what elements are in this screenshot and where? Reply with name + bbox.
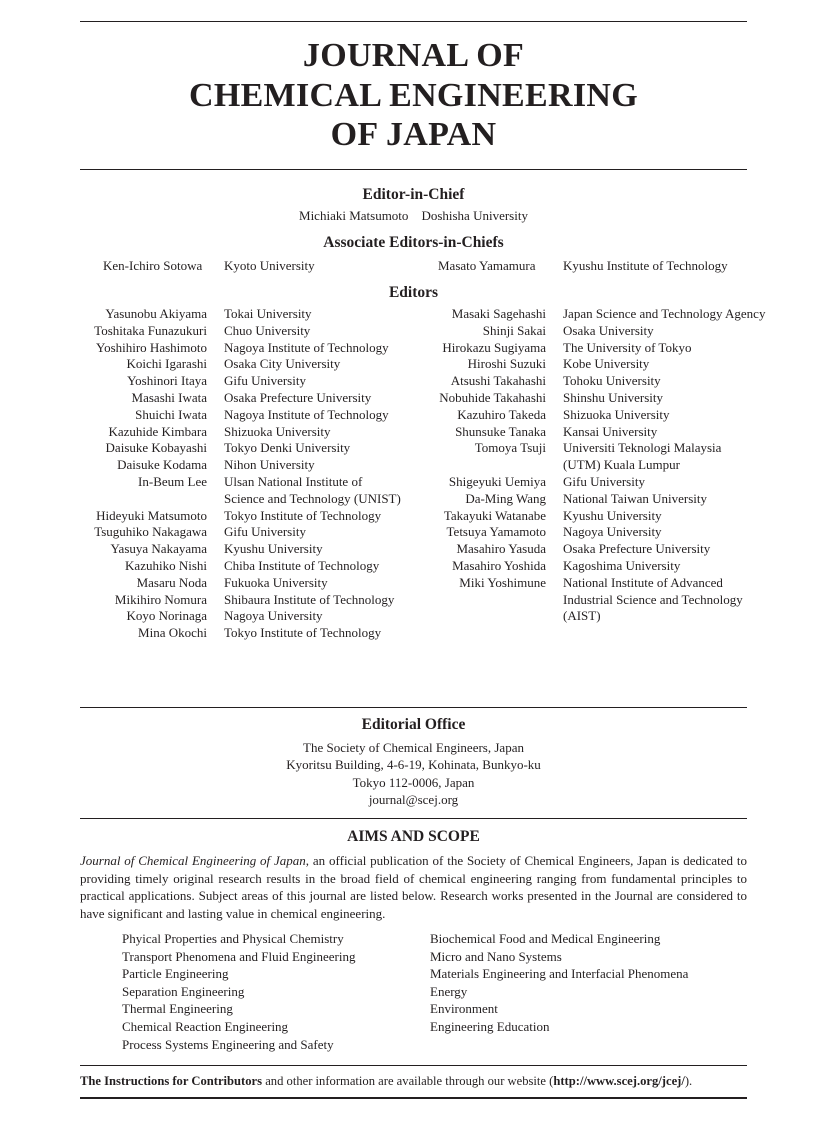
subject-area-item: Chemical Reaction Engineering	[122, 1018, 289, 1034]
affiliation-line: Chuo University	[224, 322, 311, 338]
editor-affiliation	[563, 508, 662, 525]
affiliation-line: Gifu University	[224, 524, 306, 540]
affiliation-line: Tokyo Institute of Technology	[224, 507, 382, 523]
top-rule	[80, 21, 747, 22]
editors-left-column	[80, 306, 401, 642]
editor-row	[420, 440, 765, 474]
editor-name: Mina Okochi	[138, 625, 207, 641]
editor-row	[80, 625, 401, 642]
editor-name: Daisuke Kodama	[117, 457, 207, 473]
subject-area-item: Micro and Nano Systems	[430, 948, 562, 964]
editor-row	[420, 491, 765, 508]
editor-affiliation	[224, 373, 306, 390]
subject-area-item: Particle Engineering	[122, 966, 229, 982]
affiliation-line: Osaka Prefecture University	[224, 389, 372, 405]
editor-affiliation	[224, 440, 350, 457]
editor-name: Atsushi Takahashi	[450, 373, 546, 389]
subject-area-item: Process Systems Engineering and Safety	[122, 1036, 334, 1052]
editor-name: Toshitaka Funazukuri	[94, 322, 207, 338]
title-line: OF JAPAN	[330, 116, 497, 153]
subject-area-item: Engineering Education	[430, 1018, 550, 1034]
editor-affiliation	[224, 558, 379, 575]
subject-area-item: Energy	[430, 983, 468, 999]
affiliation-line: Osaka Prefecture University	[563, 541, 711, 557]
editor-name: Daisuke Kobayashi	[105, 440, 207, 456]
affiliation-line: Universiti Teknologi Malaysia	[563, 440, 722, 456]
editors-heading: Editors	[388, 284, 439, 301]
editor-name: In-Beum Lee	[138, 473, 207, 489]
editor-row	[420, 558, 765, 575]
editor-affiliation	[224, 356, 340, 373]
editor-row	[80, 575, 401, 592]
affiliation-line: (UTM) Kuala Lumpur	[563, 457, 680, 473]
associate-editors-heading: Associate Editors-in-Chiefs	[323, 234, 504, 251]
editor-name: Miki Yoshimune	[459, 574, 546, 590]
affiliation-line: Shibaura Institute of Technology	[224, 591, 395, 607]
editor-name: Masaru Noda	[136, 574, 207, 590]
editor-row	[420, 424, 765, 441]
editor-affiliation	[224, 592, 394, 609]
subjects-right-list	[430, 930, 688, 1036]
affiliation-line: Kansai University	[563, 423, 658, 439]
office-email[interactable]: journal@scej.org	[368, 791, 459, 807]
aims-top-rule	[80, 818, 747, 819]
editor-name: Tetsuya Yamamoto	[446, 524, 546, 540]
affiliation-line: Osaka City University	[224, 356, 341, 372]
editor-name: Yoshihiro Hashimoto	[95, 339, 207, 355]
editor-row	[80, 474, 401, 508]
editor-row	[420, 323, 765, 340]
editor-name: Nobuhide Takahashi	[439, 389, 546, 405]
subject-area-item: Environment	[430, 1001, 498, 1017]
editor-row	[80, 356, 401, 373]
editor-name: Yasunobu Akiyama	[105, 306, 207, 321]
editor-name: Kazuhiko Nishi	[125, 557, 207, 573]
editor-name: Hiroshi Suzuki	[467, 356, 546, 372]
footer-bold-lead: The Instructions for Contributors	[80, 1074, 263, 1088]
editor-row	[80, 541, 401, 558]
editor-row	[420, 524, 765, 541]
editor-row	[80, 390, 401, 407]
footer-bottom-rule	[80, 1097, 747, 1099]
aims-heading: AIMS AND SCOPE	[347, 828, 480, 845]
associate-editor-name: Ken-Ichiro Sotowa	[103, 258, 203, 273]
editor-affiliation	[224, 407, 389, 424]
editor-affiliation	[224, 524, 306, 541]
editor-row	[80, 323, 401, 340]
editor-affiliation	[563, 424, 657, 441]
footer-text: and other information are available through our website (	[262, 1074, 554, 1088]
footer-top-rule	[80, 1065, 747, 1066]
affiliation-line: Shinshu University	[563, 389, 664, 405]
affiliation-line: Gifu University	[224, 373, 306, 389]
editor-name: Shigeyuki Uemiya	[448, 473, 546, 489]
editor-in-chief-affiliation: Doshisha University	[421, 208, 528, 223]
associate-editor-affiliation: Kyushu Institute of Technology	[563, 258, 728, 273]
editor-name: Masashi Iwata	[131, 389, 207, 405]
affiliation-line: Nihon University	[224, 457, 315, 473]
office-line: Kyoritsu Building, 4-6-19, Kohinata, Bunkyo-ku	[286, 757, 541, 773]
editor-affiliation	[224, 306, 312, 323]
editorial-office-top-rule	[80, 707, 747, 708]
editor-row	[80, 424, 401, 441]
editor-in-chief-name: Michiaki Matsumoto	[299, 208, 409, 223]
affiliation-line: Chiba Institute of Technology	[224, 557, 380, 573]
affiliation-line: Ulsan National Institute of	[224, 473, 363, 489]
editor-row	[420, 474, 765, 491]
editor-affiliation	[224, 323, 310, 340]
editor-affiliation	[563, 558, 680, 575]
editor-row	[420, 541, 765, 558]
editor-row	[80, 608, 401, 625]
editor-name: Shuichi Iwata	[135, 406, 207, 422]
subject-area-item: Materials Engineering and Interfacial Phenomena	[430, 966, 689, 982]
affiliation-line: Osaka University	[563, 322, 654, 338]
associate-editor-affiliation: Kyoto University	[224, 258, 315, 273]
editor-name: Mikihiro Nomura	[114, 591, 207, 607]
editorial-office-heading: Editorial Office	[361, 716, 466, 733]
affiliation-line: National Institute of Advanced	[563, 574, 723, 590]
editor-row	[80, 440, 401, 457]
editor-row	[80, 340, 401, 357]
affiliation-line: National Taiwan University	[563, 490, 707, 506]
footer-note	[80, 1073, 747, 1090]
editor-affiliation	[224, 474, 401, 508]
editor-affiliation	[563, 306, 765, 323]
subjects-left-list	[122, 930, 356, 1053]
affiliation-line: Kagoshima University	[563, 557, 681, 573]
editor-affiliation	[563, 474, 645, 491]
affiliation-line: Kyushu University	[563, 507, 662, 523]
editor-affiliation	[224, 340, 389, 357]
editor-row	[80, 457, 401, 474]
affiliation-line: Industrial Science and Technology	[563, 591, 743, 607]
affiliation-line: Tokai University	[224, 306, 312, 321]
editor-row	[80, 558, 401, 575]
subject-area-item: Phyical Properties and Physical Chemistry	[122, 931, 344, 946]
editor-row	[420, 373, 765, 390]
editor-in-chief-heading: Editor-in-Chief	[362, 186, 465, 203]
editor-affiliation	[563, 541, 710, 558]
affiliation-line: Gifu University	[563, 473, 645, 489]
subject-area-item: Biochemical Food and Medical Engineering	[430, 931, 661, 946]
editor-name: Yoshinori Itaya	[127, 373, 207, 389]
editor-name: Da-Ming Wang	[465, 490, 546, 506]
title-bottom-rule	[80, 169, 747, 170]
editor-row	[80, 306, 401, 323]
affiliation-line: Science and Technology (UNIST)	[224, 490, 401, 506]
aims-body-text: , an official publication of the Society of Chemical Engineers, Japan is dedicated to providing timely original research results in the broad field of chemical engineering ranging from fundamental principles to practical applications. Subject areas of this journal are listed below. Research works presented in the Journal are considered to have significant and lasting value in chemical engineering.	[80, 853, 747, 921]
editor-affiliation	[563, 575, 743, 625]
editor-row	[420, 306, 765, 323]
editor-row	[420, 407, 765, 424]
editor-affiliation	[563, 390, 663, 407]
editor-affiliation	[224, 508, 381, 525]
editor-in-chief-entry	[80, 207, 747, 224]
editor-affiliation	[563, 340, 691, 357]
website-link[interactable]: http://www.scej.org/jcej/	[553, 1074, 685, 1088]
editor-affiliation	[224, 625, 381, 642]
editor-name: Tomoya Tsuji	[474, 440, 546, 456]
affiliation-line: Japan Science and Technology Agency	[563, 306, 766, 321]
editor-name: Hideyuki Matsumoto	[96, 507, 207, 523]
affiliation-line: Kobe University	[563, 356, 650, 372]
editor-name: Shunsuke Tanaka	[455, 423, 546, 439]
subject-area-item: Separation Engineering	[122, 983, 245, 999]
footer-tail: ).	[684, 1074, 693, 1088]
editor-name: Shinji Sakai	[482, 322, 546, 338]
editor-name: Koyo Norinaga	[126, 608, 207, 624]
editorial-office-address	[80, 739, 747, 808]
office-line: Tokyo 112-0006, Japan	[352, 774, 475, 790]
editor-name: Kazuhide Kimbara	[108, 423, 207, 439]
journal-title	[80, 36, 747, 155]
editor-row	[420, 340, 765, 357]
editors-right-column	[420, 306, 765, 625]
title-line: CHEMICAL ENGINEERING	[188, 76, 638, 114]
editor-name: Hirokazu Sugiyama	[442, 339, 546, 355]
affiliation-line: The University of Tokyo	[563, 339, 692, 355]
editor-affiliation	[563, 524, 662, 541]
title-line: JOURNAL OF	[302, 37, 525, 74]
editor-affiliation	[224, 575, 328, 592]
editor-name: Masahiro Yoshida	[452, 557, 546, 573]
editor-affiliation	[563, 323, 654, 340]
editor-affiliation	[563, 356, 649, 373]
office-line: The Society of Chemical Engineers, Japan	[303, 740, 524, 755]
editor-row	[80, 508, 401, 525]
aims-paragraph	[80, 852, 747, 922]
affiliation-line: Shizuoka University	[224, 423, 331, 439]
editor-affiliation	[224, 390, 371, 407]
affiliation-line: Nagoya University	[563, 524, 662, 540]
editor-row	[420, 356, 765, 373]
editor-affiliation	[563, 373, 661, 390]
editor-affiliation	[224, 541, 323, 558]
affiliation-line: Nagoya Institute of Technology	[224, 406, 389, 422]
editor-name: Tsuguhiko Nakagawa	[94, 524, 207, 540]
editor-row	[420, 575, 765, 625]
editor-row	[80, 592, 401, 609]
editor-row	[80, 524, 401, 541]
affiliation-line: Tokyo Denki University	[224, 440, 351, 456]
affiliation-line: Tohoku University	[563, 373, 661, 389]
editor-name: Masahiro Yasuda	[456, 541, 546, 557]
aims-journal-name: Journal of Chemical Engineering of Japan	[80, 853, 306, 868]
affiliation-line: Fukuoka University	[224, 574, 328, 590]
affiliation-line: Shizuoka University	[563, 406, 670, 422]
affiliation-line: Nagoya Institute of Technology	[224, 339, 389, 355]
editor-name: Yasuya Nakayama	[110, 541, 207, 557]
editor-affiliation	[224, 608, 323, 625]
editor-row	[80, 407, 401, 424]
editor-affiliation	[224, 457, 315, 474]
editor-name: Takayuki Watanabe	[443, 507, 546, 523]
editor-affiliation	[563, 491, 707, 508]
affiliation-line: Tokyo Institute of Technology	[224, 625, 382, 641]
editor-affiliation	[563, 407, 670, 424]
affiliation-line: Kyushu University	[224, 541, 323, 557]
editor-row	[80, 373, 401, 390]
editor-name: Koichi Igarashi	[126, 356, 207, 372]
affiliation-line: Nagoya University	[224, 608, 323, 624]
editor-name: Kazuhiro Takeda	[457, 406, 546, 422]
editor-affiliation	[224, 424, 331, 441]
subject-area-item: Thermal Engineering	[122, 1001, 233, 1017]
editor-row	[420, 508, 765, 525]
subject-area-item: Transport Phenomena and Fluid Engineering	[122, 948, 356, 964]
affiliation-line: (AIST)	[563, 608, 601, 624]
editor-row	[420, 390, 765, 407]
associate-editor-name: Masato Yamamura	[438, 258, 536, 273]
editor-affiliation	[563, 440, 721, 474]
editor-name: Masaki Sagehashi	[451, 306, 546, 321]
